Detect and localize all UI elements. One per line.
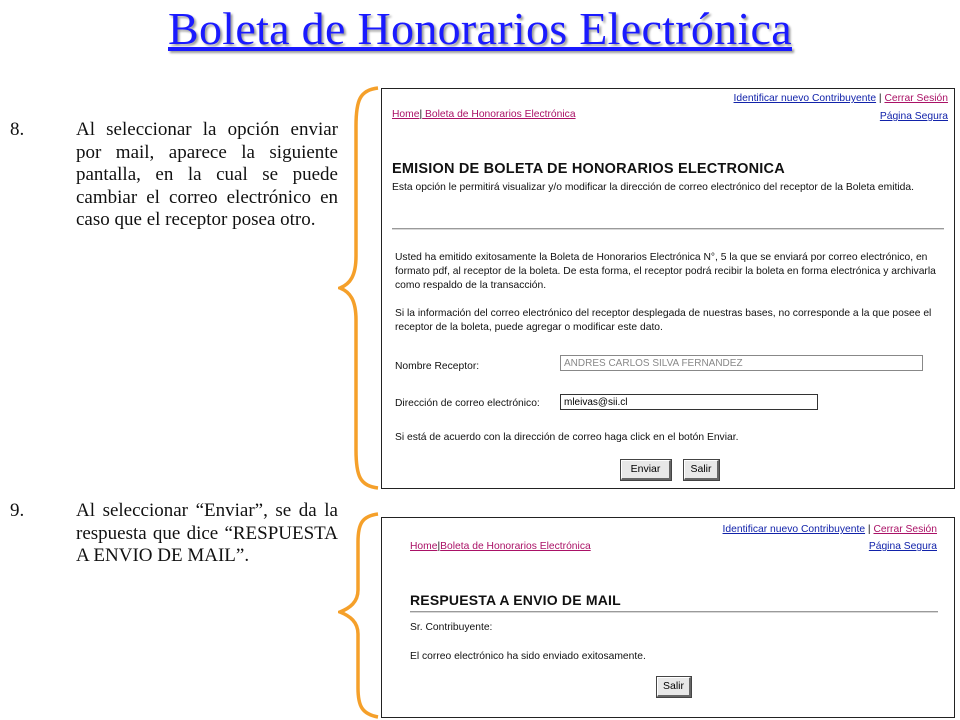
breadcrumb-home-link[interactable]: Home: [410, 541, 438, 552]
exit-button[interactable]: Salir: [657, 677, 691, 697]
step-8-text: Al seleccionar la opción enviar por mail, aparece la siguiente pantalla, en la cual se puede cambiar el correo electrónico en caso que el receptor posea otro.: [76, 119, 338, 230]
secure-page-link[interactable]: Página Segura: [868, 541, 937, 552]
intro-text: Esta opción le permitirá visualizar y/o modificar la dirección de correo electrónico del receptor de la Boleta emitida.: [392, 182, 914, 193]
divider: [392, 228, 944, 230]
identify-taxpayer-link[interactable]: Identificar nuevo Contribuyente: [733, 93, 877, 104]
step-8-number: 8.: [10, 119, 25, 140]
email-label: Dirección de correo electrónico:: [395, 398, 540, 409]
success-message: El correo electrónico ha sido enviado exitosamente.: [410, 651, 646, 662]
breadcrumb-home-link[interactable]: Home: [392, 109, 420, 120]
divider: [410, 611, 938, 613]
logout-link[interactable]: Cerrar Sesión: [884, 93, 948, 104]
email-input[interactable]: mleivas@sii.cl: [560, 394, 818, 410]
page-heading: RESPUESTA A ENVIO DE MAIL: [410, 592, 621, 608]
breadcrumb: [410, 541, 591, 552]
logout-link[interactable]: Cerrar Sesión: [873, 524, 937, 535]
breadcrumb-separator: |: [419, 109, 423, 120]
page-heading: EMISION DE BOLETA DE HONORARIOS ELECTRONICA: [392, 161, 785, 177]
breadcrumb-separator: |: [437, 541, 441, 552]
receiver-name-field[interactable]: ANDRES CARLOS SILVA FERNANDEZ: [560, 355, 923, 371]
receiver-label: Nombre Receptor:: [395, 361, 480, 372]
top-links-separator: |: [865, 524, 874, 535]
top-links: [734, 93, 948, 104]
greeting-text: Sr. Contribuyente:: [410, 622, 493, 633]
screenshot-mail-response: [381, 517, 955, 718]
breadcrumb-section-link[interactable]: Boleta de Honorarios Electrónica: [422, 109, 576, 120]
exit-button[interactable]: Salir: [684, 460, 719, 480]
curly-brace-2: [338, 512, 382, 720]
secure-page-link[interactable]: Página Segura: [879, 111, 948, 122]
breadcrumb: [392, 109, 576, 120]
curly-brace-1: [338, 86, 382, 490]
screenshot-email-form: [381, 88, 955, 489]
send-button[interactable]: Enviar: [621, 460, 671, 480]
success-paragraph: Usted ha emitido exitosamente la Boleta de Honorarios Electrónica N°, 5 la que se enviará por correo electrónico, en formato pdf, al receptor de la boleta. De esta forma, el receptor podrá recibir la boleta en forma electrónica y archivarla como respaldo de la transacción.: [395, 252, 936, 291]
breadcrumb-section-link[interactable]: Boleta de Honorarios Electrónica: [440, 541, 591, 552]
identify-taxpayer-link[interactable]: Identificar nuevo Contribuyente: [722, 524, 866, 535]
top-links-separator: |: [876, 93, 885, 104]
step-9-number: 9.: [10, 500, 25, 521]
step-9-text: Al seleccionar “Enviar”, se da la respuesta que dice “RESPUESTA A ENVIO DE MAIL”.: [76, 500, 338, 566]
instruction-text: Si está de acuerdo con la dirección de correo haga click en el botón Enviar.: [395, 432, 739, 443]
slide-title: Boleta de Honorarios Electrónica: [168, 3, 792, 54]
modify-paragraph: Si la información del correo electrónico del receptor desplegada de nuestras bases, no corresponde a la que posee el receptor de la boleta, puede agregar o modificar este dato.: [395, 308, 932, 333]
top-links: [723, 524, 937, 535]
